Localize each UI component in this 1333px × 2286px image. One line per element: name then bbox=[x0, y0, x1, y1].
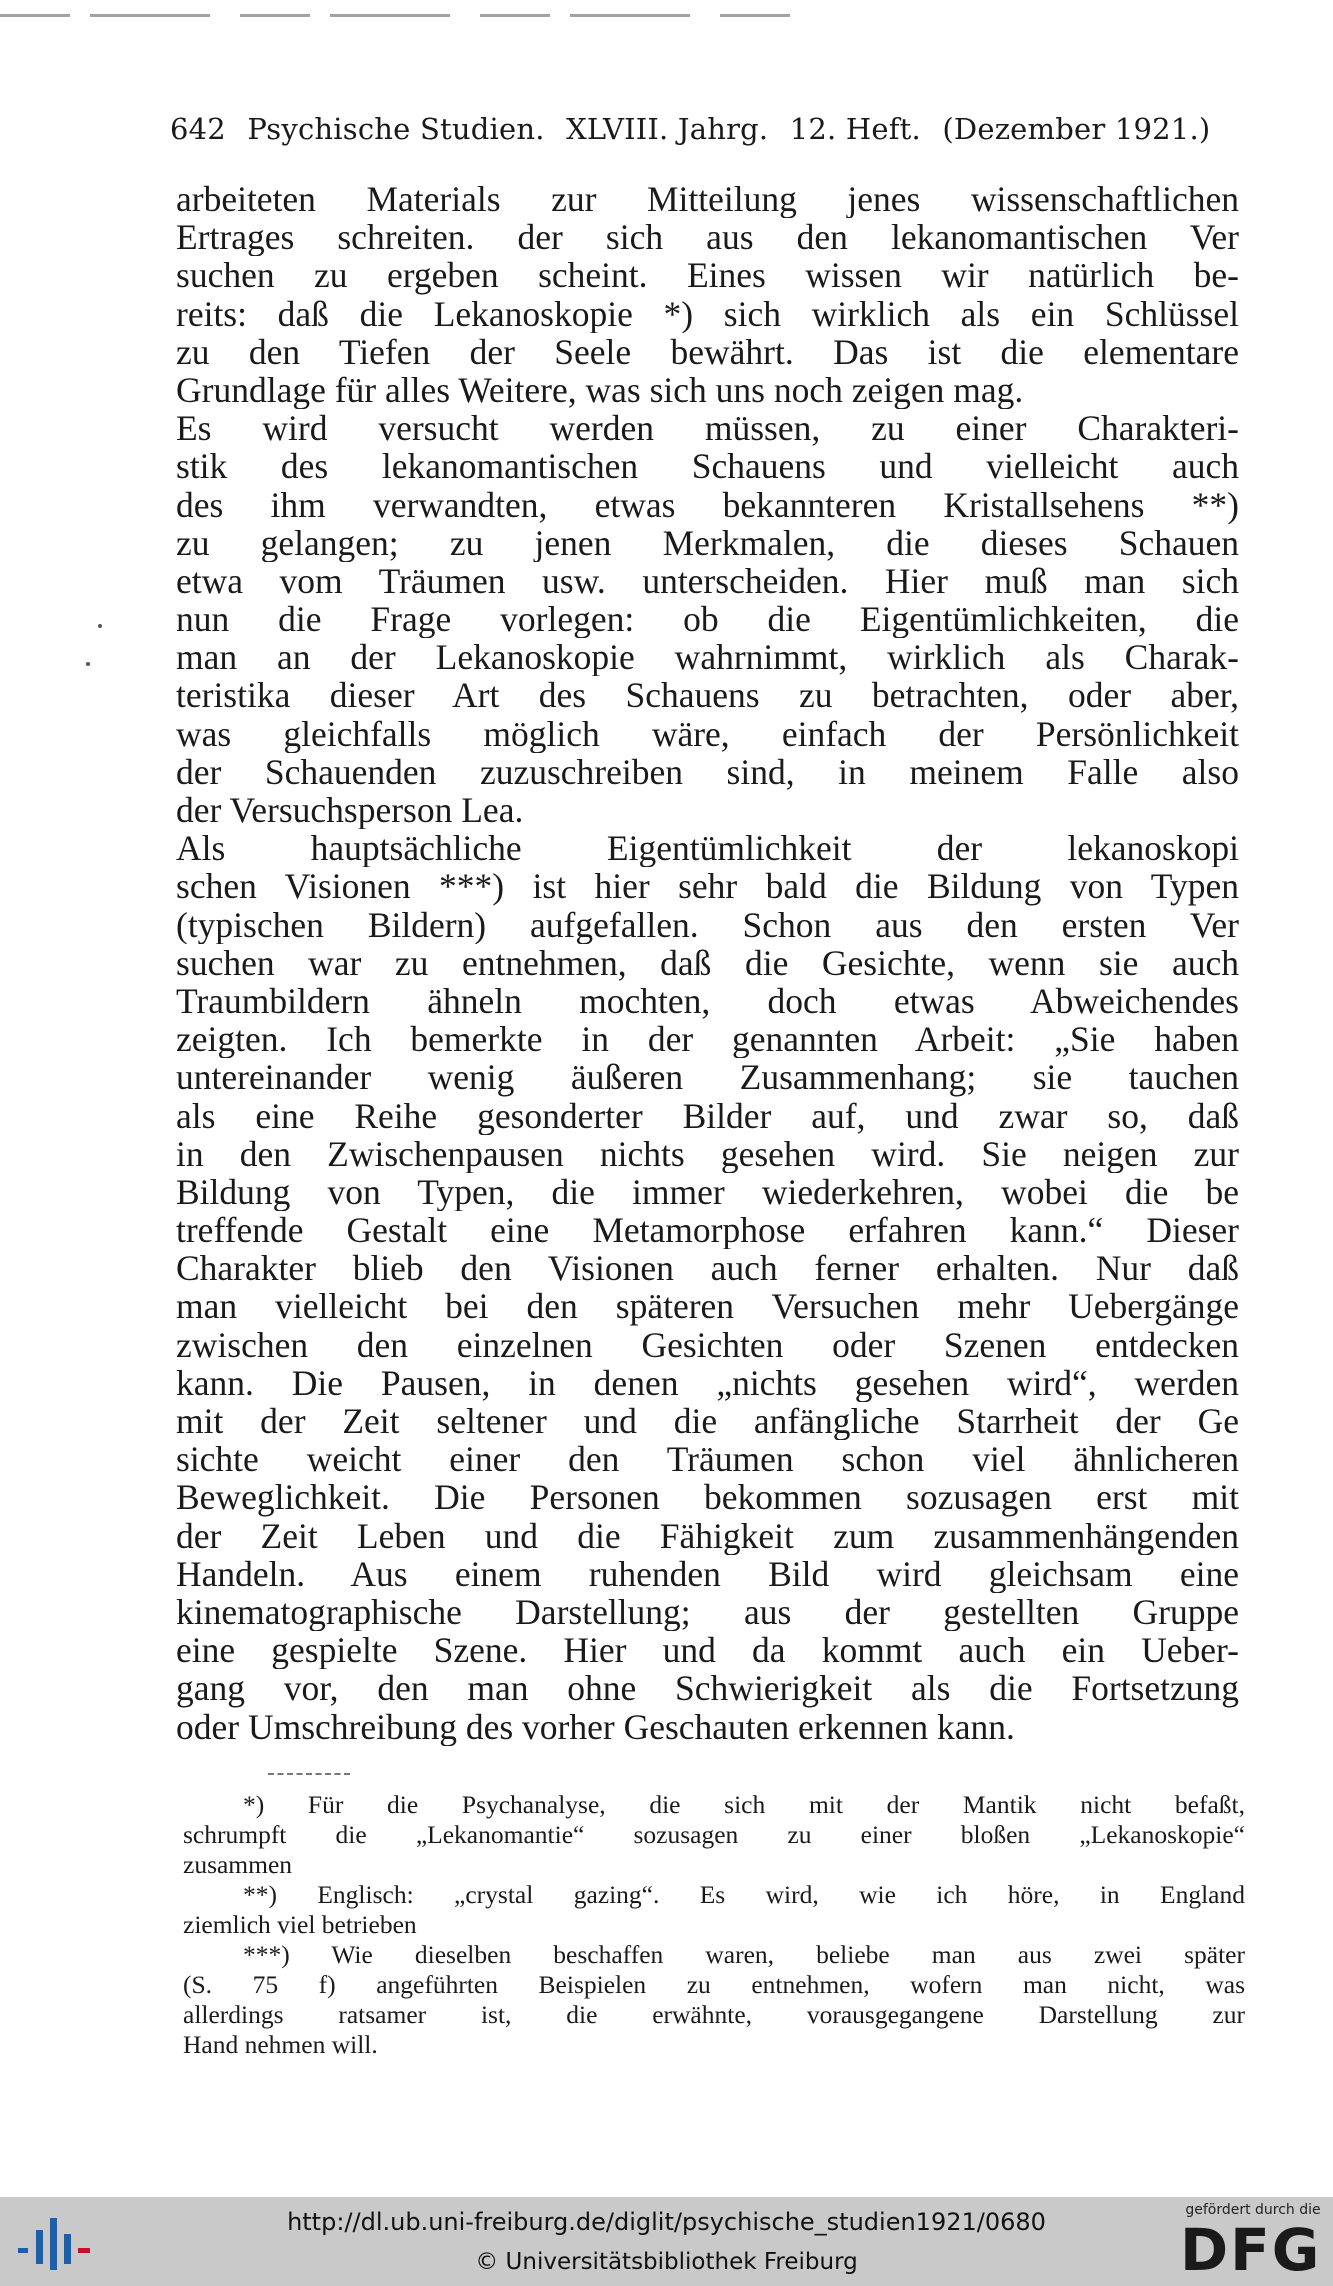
journal-title: Psychische Studien. bbox=[247, 112, 545, 146]
text-line: als eine Reihe gesonderter Bilder auf, und zwar so, daß bbox=[176, 1096, 1239, 1135]
text-line: kann. Die Pausen, in denen „nichts gesehen wird“, werden bbox=[176, 1363, 1239, 1402]
text-line: zu gelangen; zu jenen Merkmalen, die dieses Schauen bbox=[176, 523, 1239, 562]
text-line: Bildung von Typen, die immer wiederkehren, wobei die be bbox=[176, 1172, 1239, 1212]
text-line: schen Visionen ***) ist hier sehr bald die Bildung von Typen bbox=[176, 867, 1239, 906]
text-line: reits: daß die Lekanoskopie *) sich wirklich als ein Schlüssel bbox=[176, 294, 1239, 333]
footnote-separator bbox=[268, 1773, 350, 1775]
text-line: man an der Lekanoskopie wahrnimmt, wirklich als Charak- bbox=[176, 638, 1239, 677]
text-line: des ihm verwandten, etwas bekannteren Kristallsehens **) bbox=[176, 485, 1239, 524]
text-line: Traumbildern ähneln mochten, doch etwas Abweichendes bbox=[176, 981, 1239, 1021]
text-line: der Zeit Leben und die Fähigkeit zum zusammenhängenden bbox=[176, 1516, 1239, 1555]
text-line: arbeiteten Materials zur Mitteilung jenes wissenschaftlichen bbox=[176, 180, 1239, 219]
funding-text: gefördert durch die bbox=[1185, 2202, 1321, 2218]
text-line: gang vor, den man ohne Schwierigkeit als die Fortsetzung bbox=[176, 1669, 1239, 1708]
text-line: suchen war zu entnehmen, daß die Gesichte, wenn sie auch bbox=[176, 943, 1239, 982]
text-line: stik des lekanomantischen Schauens und vielleicht auch bbox=[176, 447, 1239, 486]
text-line: Charakter blieb den Visionen auch ferner erhalten. Nur daß bbox=[176, 1249, 1239, 1288]
text-line: eine gespielte Szene. Hier und da kommt auch ein Ueber- bbox=[176, 1631, 1239, 1670]
footnote-line: zusammen bbox=[183, 1850, 293, 1879]
footnote-line: allerdings ratsamer ist, die erwähnte, vorausgegangene Darstellung zur bbox=[183, 2000, 1245, 2029]
text-line: sichte weicht einer den Träumen schon viel ähnlicheren bbox=[176, 1440, 1239, 1479]
text-line: Als hauptsächliche Eigentümlichkeit der lekanoskopi bbox=[176, 829, 1239, 868]
text-line: der Versuchsperson Lea. bbox=[176, 791, 524, 830]
footnote-line: schrumpft die „Lekanomantie“ sozusagen zu einer bloßen „Lekanoskopie“ bbox=[183, 1820, 1245, 1849]
footnote-line: Hand nehmen will. bbox=[183, 2030, 378, 2059]
text-line: zu den Tiefen der Seele bewährt. Das ist die elementare bbox=[176, 332, 1239, 371]
footnote-line: (S. 75 f) angeführten Beispielen zu entnehmen, wofern man nicht, was bbox=[183, 1970, 1245, 1999]
margin-mark bbox=[86, 662, 90, 666]
footer-url-link[interactable]: http://dl.ub.uni-freiburg.de/diglit/psychische_studien1921/0680 bbox=[287, 2208, 1046, 2236]
margin-mark bbox=[98, 624, 102, 628]
text-line: oder Umschreibung des vorher Geschauten erkennen kann. bbox=[176, 1707, 1015, 1746]
footnote-line: *) Für die Psychanalyse, die sich mit der Mantik nicht befaßt, bbox=[243, 1790, 1245, 1819]
text-line: mit der Zeit seltener und die anfängliche Starrheit der Ge bbox=[176, 1402, 1239, 1441]
text-line: kinematographische Darstellung; aus der gestellten Gruppe bbox=[176, 1592, 1239, 1632]
text-line: Ertrages schreiten. der sich aus den lekanomantischen Ver bbox=[176, 218, 1239, 257]
text-line: zwischen den einzelnen Gesichten oder Szenen entdecken bbox=[176, 1325, 1239, 1364]
text-line: Handeln. Aus einem ruhenden Bild wird gleichsam eine bbox=[176, 1554, 1239, 1593]
text-line: etwa vom Träumen usw. unterscheiden. Hier muß man sich bbox=[176, 561, 1239, 601]
dfg-wordmark: DFG bbox=[1180, 2216, 1322, 2284]
text-line: treffende Gestalt eine Metamorphose erfahren kann.“ Dieser bbox=[176, 1211, 1239, 1250]
text-line: was gleichfalls möglich wäre, einfach der Persönlichkeit bbox=[176, 714, 1239, 753]
dfg-logo bbox=[1178, 2202, 1328, 2282]
scan-top-rule bbox=[0, 14, 790, 17]
text-line: teristika dieser Art des Schauens zu betrachten, oder aber, bbox=[176, 676, 1239, 715]
text-line: Grundlage für alles Weitere, was sich uns noch zeigen mag. bbox=[176, 370, 1024, 410]
body-text bbox=[176, 180, 1239, 1746]
issue-date: (Dezember 1921.) bbox=[942, 112, 1211, 146]
text-line: (typischen Bildern) aufgefallen. Schon aus den ersten Ver bbox=[176, 905, 1239, 944]
footnote-line: ***) Wie dieselben beschaffen waren, beliebe man aus zwei später bbox=[243, 1940, 1245, 1969]
text-line: Es wird versucht werden müssen, zu einer Charakteri- bbox=[176, 409, 1239, 448]
text-line: zeigten. Ich bemerkte in der genannten Arbeit: „Sie haben bbox=[176, 1020, 1239, 1059]
text-line: Beweglichkeit. Die Personen bekommen sozusagen erst mit bbox=[176, 1478, 1239, 1517]
volume-label: XLVIII. Jahrg. bbox=[566, 112, 769, 146]
page-number: 642 bbox=[170, 112, 226, 146]
text-line: man vielleicht bei den späteren Versuchen mehr Uebergänge bbox=[176, 1287, 1239, 1326]
issue-label: 12. Heft. bbox=[789, 112, 921, 146]
footnotes bbox=[183, 1790, 1245, 2060]
footnote-line: ziemlich viel betrieben bbox=[183, 1910, 417, 1939]
footer-copyright: © Universitätsbibliothek Freiburg bbox=[475, 2249, 858, 2275]
text-line: untereinander wenig äußeren Zusammenhang; sie tauchen bbox=[176, 1058, 1239, 1097]
running-header bbox=[170, 112, 1211, 146]
text-line: in den Zwischenpausen nichts gesehen wird. Sie neigen zur bbox=[176, 1134, 1239, 1173]
text-line: suchen zu ergeben scheint. Eines wissen wir natürlich be- bbox=[176, 256, 1239, 295]
text-line: nun die Frage vorlegen: ob die Eigentümlichkeiten, die bbox=[176, 600, 1239, 639]
text-line: der Schauenden zuzuschreiben sind, in meinem Falle also bbox=[176, 752, 1239, 791]
footnote-line: **) Englisch: „crystal gazing“. Es wird, wie ich höre, in England bbox=[243, 1880, 1245, 1909]
